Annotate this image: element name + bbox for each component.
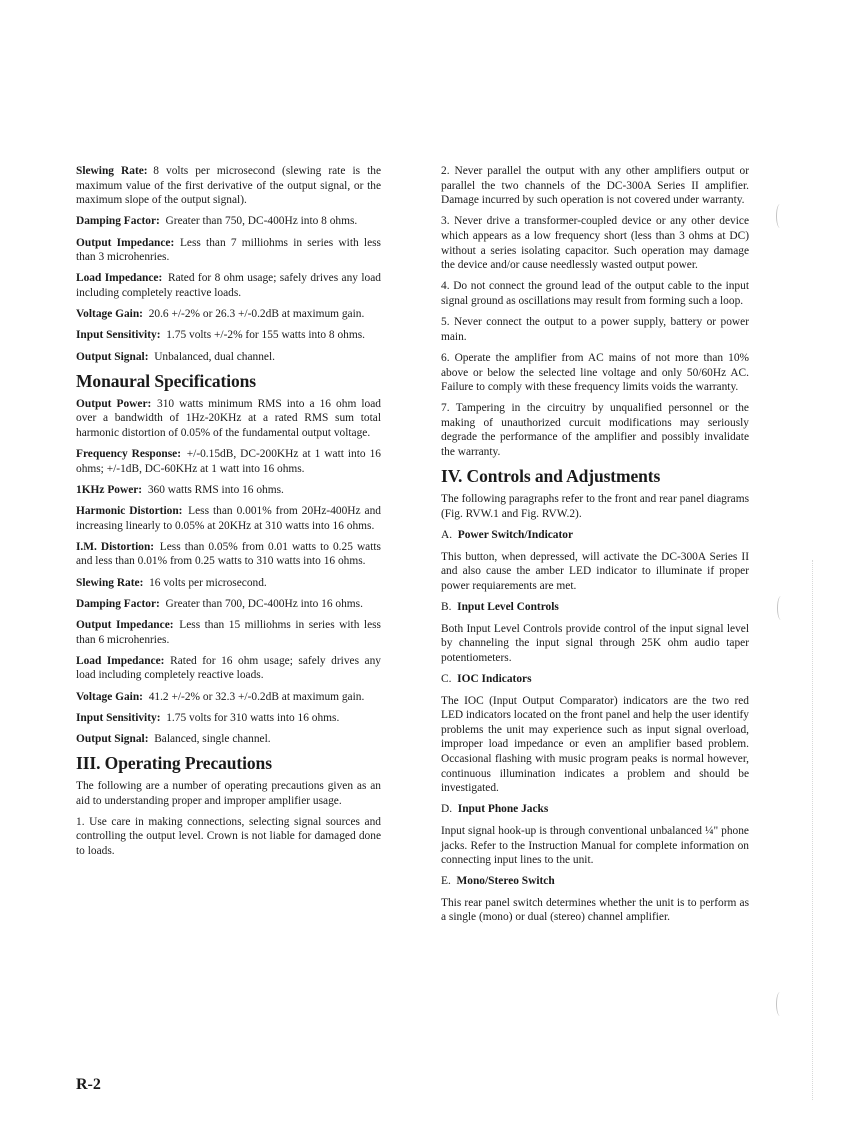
binding-hole-mark-icon (777, 596, 785, 620)
subsection-heading (441, 528, 749, 543)
spec-item (76, 618, 381, 647)
spec-value: 1.75 volts +/-2% for 155 watts into 8 ohms. (166, 329, 366, 342)
spec-value: Greater than 700, DC-400Hz into 16 ohms. (165, 597, 363, 610)
spec-label: Harmonic Distortion: (76, 505, 183, 518)
spec-item (76, 328, 381, 343)
spec-item (76, 271, 381, 300)
subsection-title: Input Level Controls (457, 601, 559, 613)
subsection-letter: E. (441, 875, 451, 888)
spec-item (76, 447, 381, 476)
spec-label: Voltage Gain: (76, 690, 143, 703)
spec-item (76, 597, 381, 612)
subsection-heading (441, 802, 749, 817)
page-number: R-2 (76, 1076, 101, 1093)
spec-label: Output Impedance: (76, 618, 174, 631)
section-heading: III. Operating Precautions (76, 753, 272, 774)
spec-value: Balanced, single channel. (154, 732, 271, 745)
subsection-heading (441, 600, 749, 615)
spec-item (76, 483, 381, 498)
paragraph: This button, when depressed, will activate the DC-300A Series II and also cause the amber LED indicator to illuminate if proper power requiarements are met. (441, 550, 749, 592)
paragraph: The following paragraphs refer to the front and rear panel diagrams (Fig. RVW.1 and Fig. RVW.2). (441, 493, 749, 520)
spec-value: +/-0.15dB, DC-200KHz at 1 watt into 16 ohms; +/-1dB, DC-60KHz at 1 watt into 16 ohms. (76, 448, 381, 475)
spec-label: 1KHz Power: (76, 483, 143, 496)
section-heading: IV. Controls and Adjustments (441, 466, 661, 487)
subsection-heading (441, 874, 749, 889)
spec-item (76, 732, 381, 747)
spec-value: 360 watts RMS into 16 ohms. (147, 483, 284, 496)
paragraph: The IOC (Input Output Comparator) indicators are the two red LED indicators located on the front panel and help the user identify problems the unit may experience such as input signal overload, improper load impedance or even an amplifier based problem. Occasional flashing with music program peaks is normal however, continuous illumination indicates a problem and should be investigated. (441, 694, 749, 795)
spec-value: 310 watts minimum RMS into a 16 ohm load over a bandwidth of 1Hz-20KHz at a rated RMS sum total harmonic distortion of 0.05% of the fundamental output voltage. (76, 397, 381, 439)
subsection-letter: A. (441, 529, 453, 542)
spec-value: 1.75 volts for 310 watts into 16 ohms. (166, 711, 340, 724)
spec-item (76, 350, 381, 365)
spec-label: Slewing Rate: (76, 576, 144, 589)
spec-label: Input Sensitivity: (76, 711, 161, 724)
subsection-title: Mono/Stereo Switch (456, 875, 555, 888)
paragraph: 2. Never parallel the output with any other amplifiers output or parallel the two channels of the DC-300A Series II amplifier. Damage incurred by such operation is not covered under warranty. (441, 165, 749, 207)
spec-label: Output Signal: (76, 732, 149, 745)
subsection-heading (441, 672, 749, 687)
binding-hole-mark-icon (776, 992, 784, 1016)
spec-value: Greater than 750, DC-400Hz into 8 ohms. (165, 215, 358, 228)
spec-value: 20.6 +/-2% or 26.3 +/-0.2dB at maximum gain. (148, 308, 365, 321)
subsection-letter: D. (441, 803, 453, 816)
paragraph: 6. Operate the amplifier from AC mains of not more than 10% above or below the selected line voltage and only 50/60Hz AC. Failure to comply with these frequency limits voids the warranty. (441, 351, 749, 394)
spec-label: Output Impedance: (76, 236, 175, 249)
spec-item (76, 397, 381, 441)
spec-value: Rated for 8 ohm usage; safely drives any load including completely reactive loads. (76, 272, 381, 299)
spec-label: Voltage Gain: (76, 308, 143, 321)
spec-item (76, 690, 381, 705)
subsection-letter: B. (441, 601, 452, 613)
spec-label: Output Power: (76, 397, 152, 410)
paragraph: The following are a number of operating precautions given as an aid to understanding proper and improper amplifier usage. (76, 780, 381, 807)
spec-label: Frequency Response: (76, 448, 182, 461)
paragraph: Both Input Level Controls provide control of the input signal level by channeling the input signal through 25K ohm audio taper potentiometers. (441, 622, 749, 664)
spec-label: Damping Factor: (76, 215, 160, 228)
spec-item (76, 654, 381, 683)
spec-value: Less than 7 milliohms in series with less than 3 microhenries. (76, 236, 381, 264)
spec-value: Unbalanced, dual channel. (154, 350, 276, 363)
section-heading: Monaural Specifications (76, 370, 256, 391)
spec-item (76, 164, 381, 208)
paragraph: Input signal hook-up is through conventional unbalanced ¼" phone jacks. Refer to the Instruction Manual for complete information on connecting input lines to the unit. (441, 824, 749, 867)
spec-item (76, 576, 381, 591)
spec-label: Load Impedance: (76, 272, 163, 285)
spec-value: Less than 0.05% from 0.01 watts to 0.25 watts and less than 0.01% from 0.25 watts to 310 watts into 16 ohms. (76, 540, 381, 568)
subsection-title: Power Switch/Indicator (457, 529, 574, 542)
subsection-letter: C. (441, 672, 452, 685)
subsection-title: Input Phone Jacks (457, 803, 549, 816)
spec-label: Damping Factor: (76, 597, 160, 610)
paragraph: 3. Never drive a transformer-coupled device or any other device which appears as a low frequency short (less than 3 ohms at DC) without a series isolating capacitor. Such operation may damage the device and/or cause needlessly wasted output power. (441, 215, 749, 272)
spec-value: Less than 0.001% from 20Hz-400Hz and increasing linearly to 0.05% at 20KHz at 310 watts into 16 ohms. (76, 505, 381, 532)
spec-item (76, 214, 381, 229)
right-column (441, 164, 749, 932)
spec-item (76, 540, 381, 569)
scan-edge-line (812, 560, 813, 1100)
spec-value: 8 volts per microsecond (slewing rate is the maximum value of the first derivative of the output signal, or the maximum slope of the output signal). (76, 165, 381, 207)
spec-label: I.M. Distortion: (76, 540, 155, 553)
spec-item (76, 504, 381, 533)
spec-value: 41.2 +/-2% or 32.3 +/-0.2dB at maximum gain. (148, 690, 365, 703)
paragraph: 7. Tampering in the circuitry by unqualified personnel or the making of unauthorized curcuit modifications may seriously degrade the performance of the amplifier and possibly invalidate the warranty. (441, 402, 749, 459)
subsection-title: IOC Indicators (457, 672, 532, 685)
spec-label: Load Impedance: (76, 654, 165, 667)
spec-label: Input Sensitivity: (76, 329, 161, 342)
left-column (76, 164, 381, 865)
spec-item (76, 236, 381, 265)
paragraph: 1. Use care in making connections, selecting signal sources and controlling the output level. Crown is not liable for damaged done to loads. (76, 815, 381, 858)
spec-item (76, 307, 381, 322)
spec-value: Rated for 16 ohm usage; safely drives any load including completely reactive loads. (76, 654, 381, 682)
spec-label: Slewing Rate: (76, 165, 148, 177)
paragraph: 5. Never connect the output to a power supply, battery or power main. (441, 316, 749, 343)
spec-item (76, 711, 381, 726)
spec-label: Output Signal: (76, 350, 149, 363)
spec-value: 16 volts per microsecond. (149, 576, 267, 589)
binding-hole-mark-icon (776, 204, 784, 228)
spec-value: Less than 15 milliohms in series with less than 6 microhenries. (76, 618, 381, 646)
paragraph: 4. Do not connect the ground lead of the output cable to the input signal ground as oscillations may result from forming such a loop. (441, 280, 749, 307)
paragraph: This rear panel switch determines whether the unit is to perform as a single (mono) or dual (stereo) channel amplifier. (441, 896, 749, 924)
